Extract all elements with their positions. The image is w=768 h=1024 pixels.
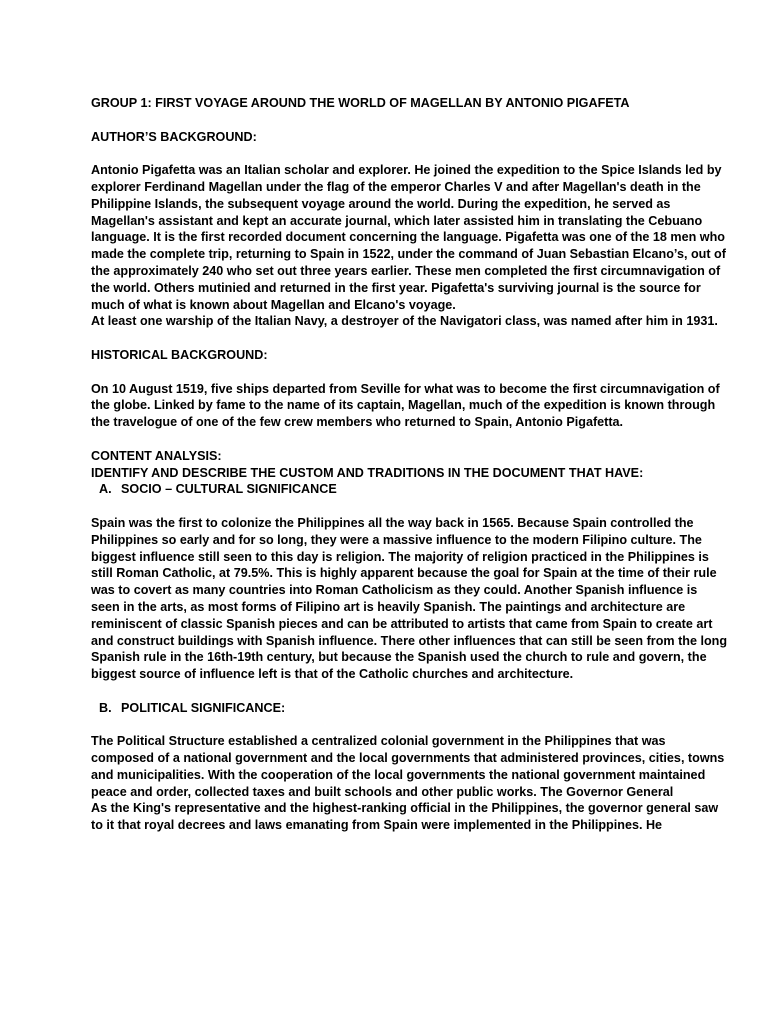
list-item-socio-cultural xyxy=(91,481,728,498)
spacer xyxy=(91,364,728,381)
governor-general-paragraph: As the King's representative and the highest-ranking official in the Philippines, the governor general saw to it that royal decrees and laws emanating from Spain were implemented in the Philippines. He xyxy=(91,801,719,833)
warship-paragraph: At least one warship of the Italian Navy, a destroyer of the Navigatori class, was named after him in 1931. xyxy=(91,314,718,329)
spacer xyxy=(91,683,728,700)
political-paragraph: The Political Structure established a centralized colonial government in the Philippines that was composed of a national government and the local governments that administered provinces, cities, towns and municipalities. With the cooperation of the local governments the national government maintained peace and order, collected taxes and built schools and other public works. The Governor General xyxy=(91,734,725,799)
spacer xyxy=(91,716,728,733)
list-marker: B. xyxy=(99,700,112,715)
historical-background-paragraph: On 10 August 1519, five ships departed from Seville for what was to become the first circumnavigation of the globe. Linked by fame to the name of its captain, Magellan, much of the expedition is known through the travelogue of one of the few crew members who returned to Spain, Antonio Pigafetta. xyxy=(91,381,720,430)
socio-cultural-paragraph: Spain was the first to colonize the Philippines all the way back in 1565. Because Spain controlled the Philippines so early and for so long, they were a massive influence to the modern Filipino culture. The biggest influence still seen to this day is religion. The majority of religion practiced in the Philippines is still Roman Catholic, at 79.5%. This is highly apparent because the goal for Spain at the time of their rule was to covert as many countries into Roman Catholicism as they could. Another Spanish influence is seen in the arts, as most forms of Filipino art is heavily Spanish. The paintings and architecture are reminiscent of classic Spanish pieces and can be attributed to artists that came from Spain to create art and construct buildings with Spanish influence. There other influences that can still be seen from the long Spanish rule in the 16th-19th century, but because the Spanish used the church to rule and govern, the biggest source of influence left is that of the Catholic churches and architecture. xyxy=(91,515,728,682)
spacer xyxy=(91,112,728,129)
authors-background-paragraph: Antonio Pigafetta was an Italian scholar and explorer. He joined the expedition to the Spice Islands led by explorer Ferdinand Magellan under the flag of the emperor Charles V and after Magellan's death in the Philippine Islands, the subsequent voyage around the world. During the expedition, he served as Magellan's assistant and kept an accurate journal, which later assisted him in translating the Cebuano language. It is the first recorded document concerning the language. Pigafetta was one of the 18 men who made the complete trip, returning to Spain in 1522, under the command of Juan Sebastian Elcano’s, out of the approximately 240 who set out three years earlier. These men completed the first circumnavigation of the world. Others mutinied and returned in the first year. Pigafetta's surviving journal is the source for much of what is known about Magellan and Elcano's voyage. xyxy=(91,163,726,312)
spacer xyxy=(91,145,728,162)
authors-background-heading: AUTHOR’S BACKGROUND: xyxy=(91,129,257,144)
list-marker: A. xyxy=(99,482,112,497)
content-analysis-heading: CONTENT ANALYSIS: xyxy=(91,448,222,463)
spacer xyxy=(91,498,728,515)
content-analysis-instruction: IDENTIFY AND DESCRIBE THE CUSTOM AND TRADITIONS IN THE DOCUMENT THAT HAVE: xyxy=(91,465,644,480)
document-title: GROUP 1: FIRST VOYAGE AROUND THE WORLD OF MAGELLAN BY ANTONIO PIGAFETA xyxy=(91,96,630,110)
list-item-political xyxy=(91,700,728,717)
spacer xyxy=(91,431,728,448)
political-heading: POLITICAL SIGNIFICANCE: xyxy=(121,700,286,715)
spacer xyxy=(91,330,728,347)
historical-background-heading: HISTORICAL BACKGROUND: xyxy=(91,347,268,362)
socio-cultural-heading: SOCIO – CULTURAL SIGNIFICANCE xyxy=(121,482,337,497)
